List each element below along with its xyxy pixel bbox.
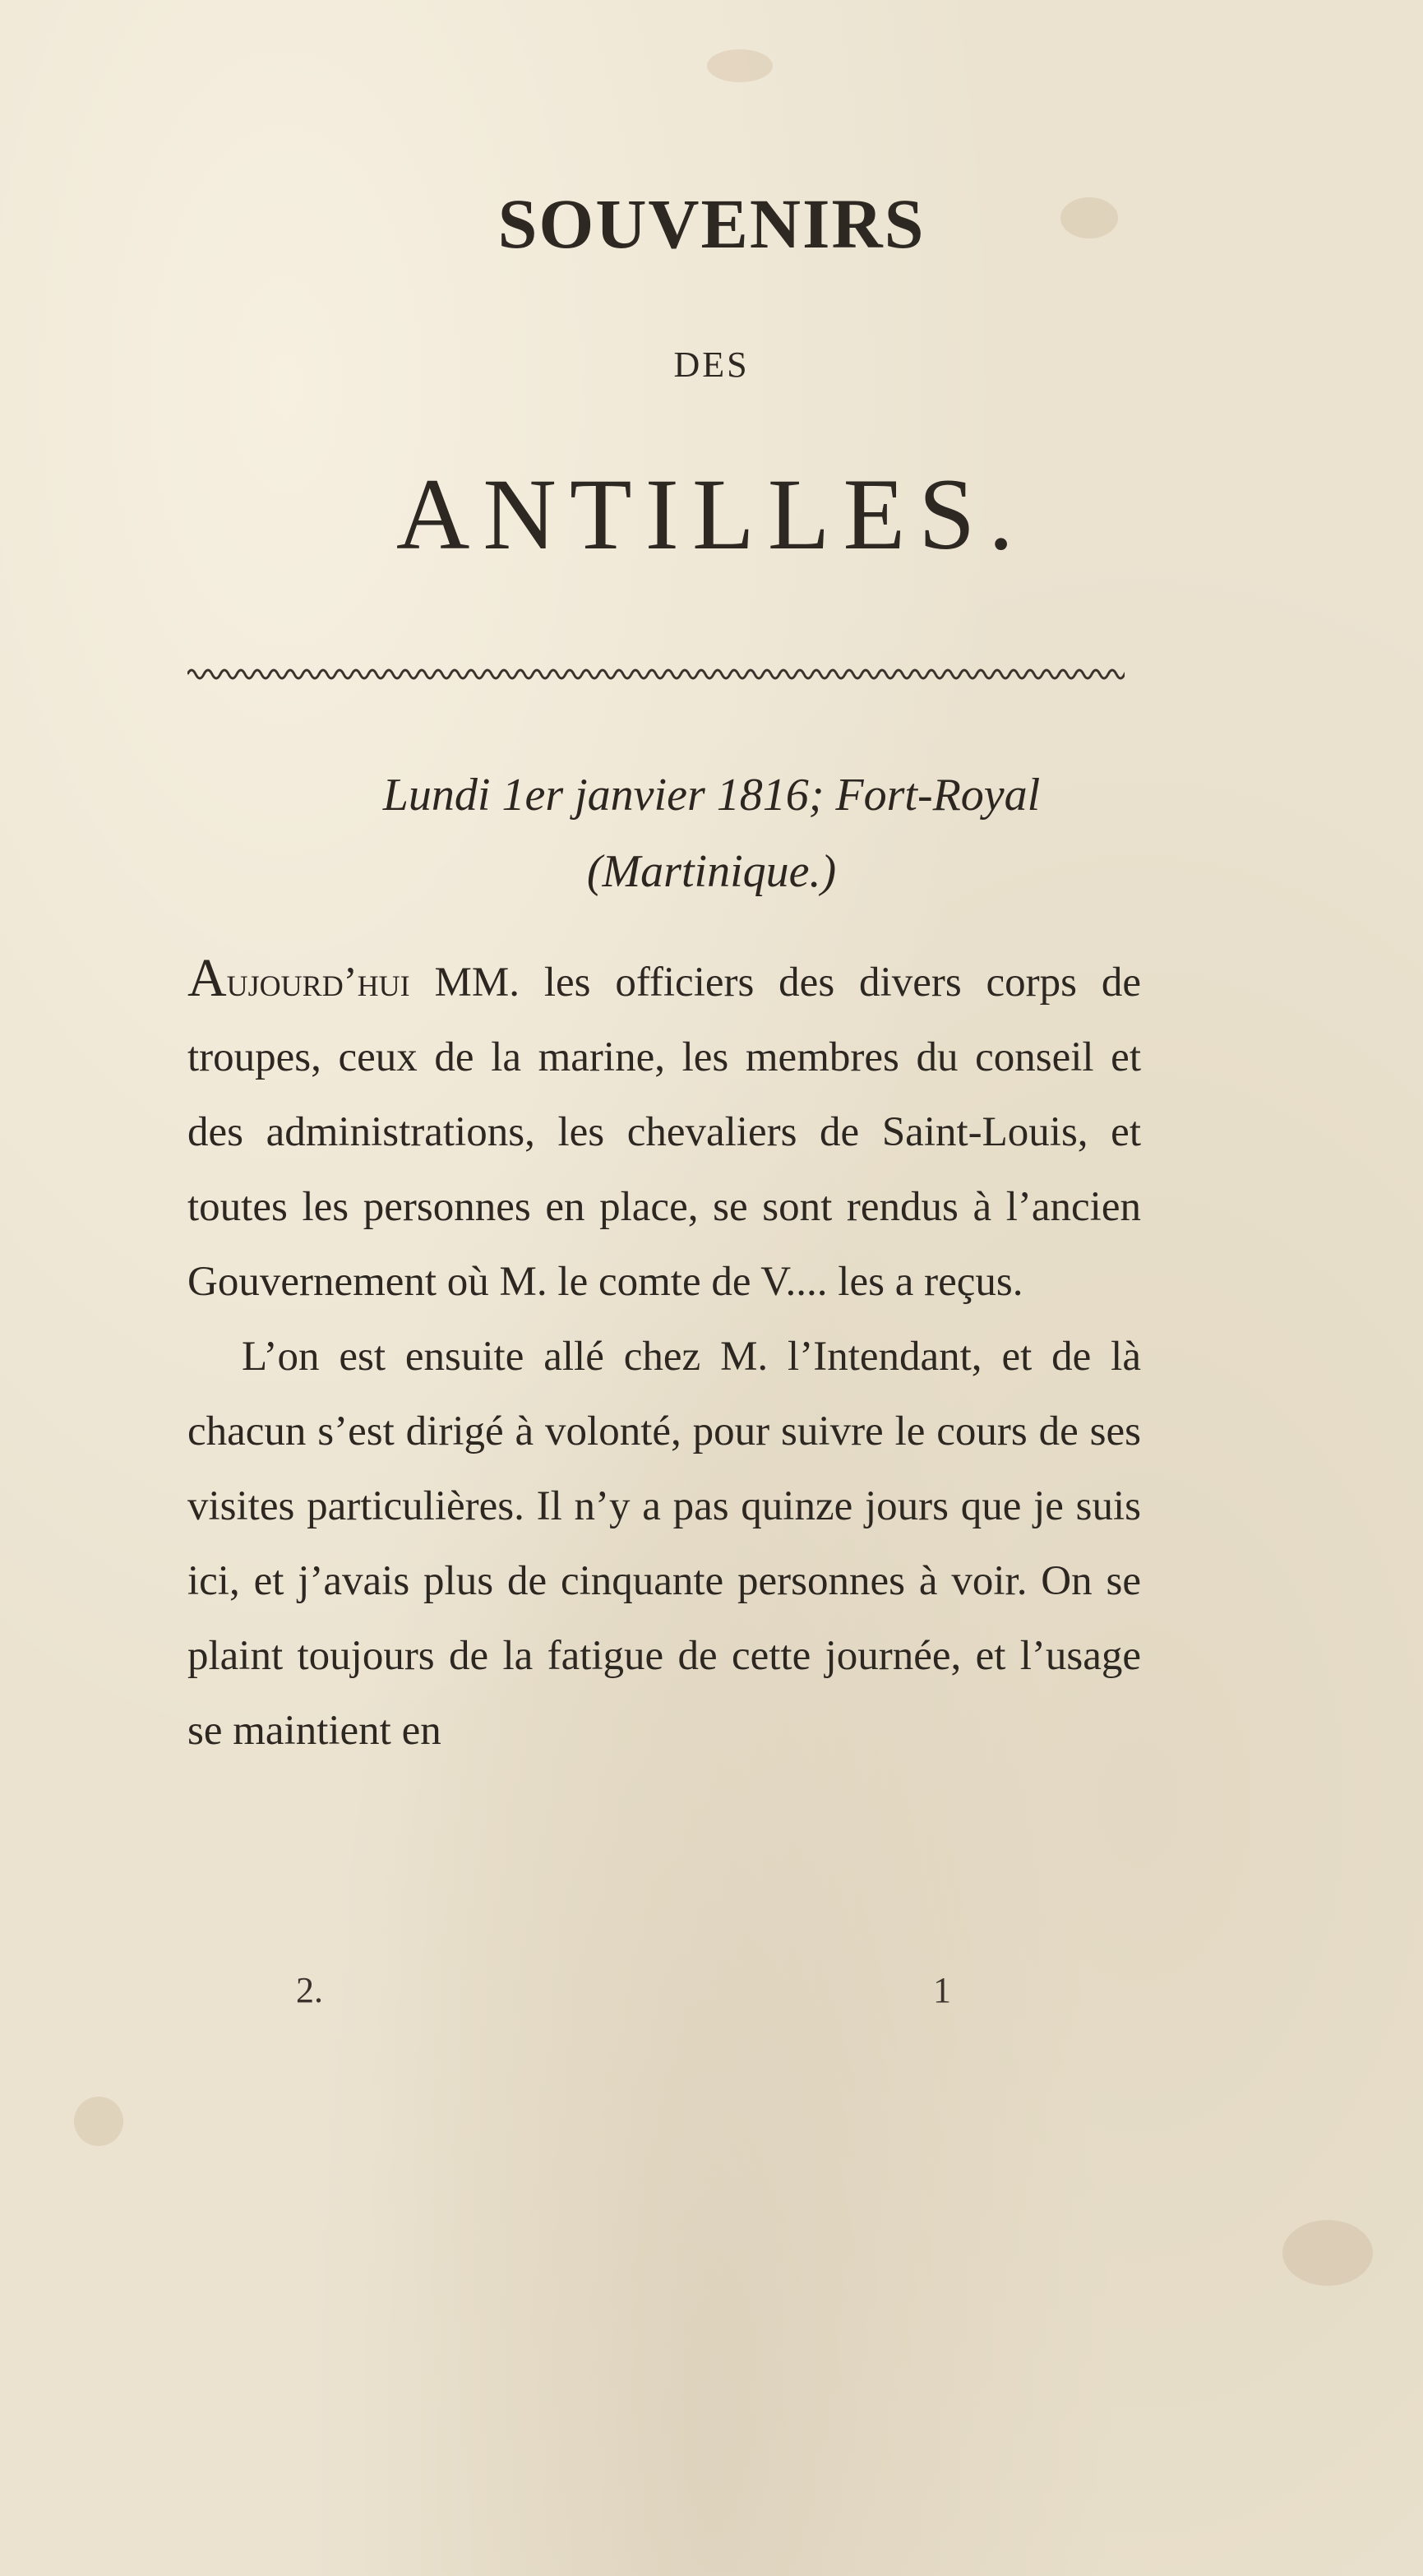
- entry-place-heading: (Martinique.): [586, 846, 837, 897]
- drop-capital: A: [187, 948, 227, 1008]
- small-caps-lead: ujourd’hui: [226, 960, 410, 1006]
- foxing-stain: [1282, 2220, 1373, 2286]
- signature-mark: 2.: [296, 1970, 323, 2010]
- paragraph-1: [187, 946, 1141, 1320]
- title-souvenirs: SOUVENIRS: [497, 184, 926, 263]
- body-text: [187, 946, 1141, 1769]
- foxing-stain: [74, 2097, 123, 2146]
- entry-date-heading: Lundi 1er janvier 1816; Fort-Royal: [382, 770, 1041, 821]
- foxing-stain: [707, 49, 773, 82]
- title-antilles: ANTILLES.: [395, 458, 1028, 571]
- title-des: DES: [673, 345, 750, 385]
- paragraph-2: L’on est ensuite allé chez M. l’Intendant, et de là chacun s’est dirigé à volonté, pour suivre le cours de ses visites particulières. Il n’y a pas quinze jours que je suis ici, et j’avais plus de cinquante personnes à voir. On se plaint toujours de la fatigue de cette journée, et l’usage se maintient en: [187, 1334, 1141, 1754]
- paragraph-1-text: MM. les officiers des divers corps de troupes, ceux de la marine, les membres du conseil et des administrations, les chevaliers de Saint-Louis, et toutes les personnes en place, se sont rendus à l’ancien Gouvernement où M. le comte de V.... les a reçus.: [187, 960, 1141, 1305]
- page-number: 1: [933, 1970, 951, 2010]
- ornamental-wavy-rule: [187, 664, 1125, 684]
